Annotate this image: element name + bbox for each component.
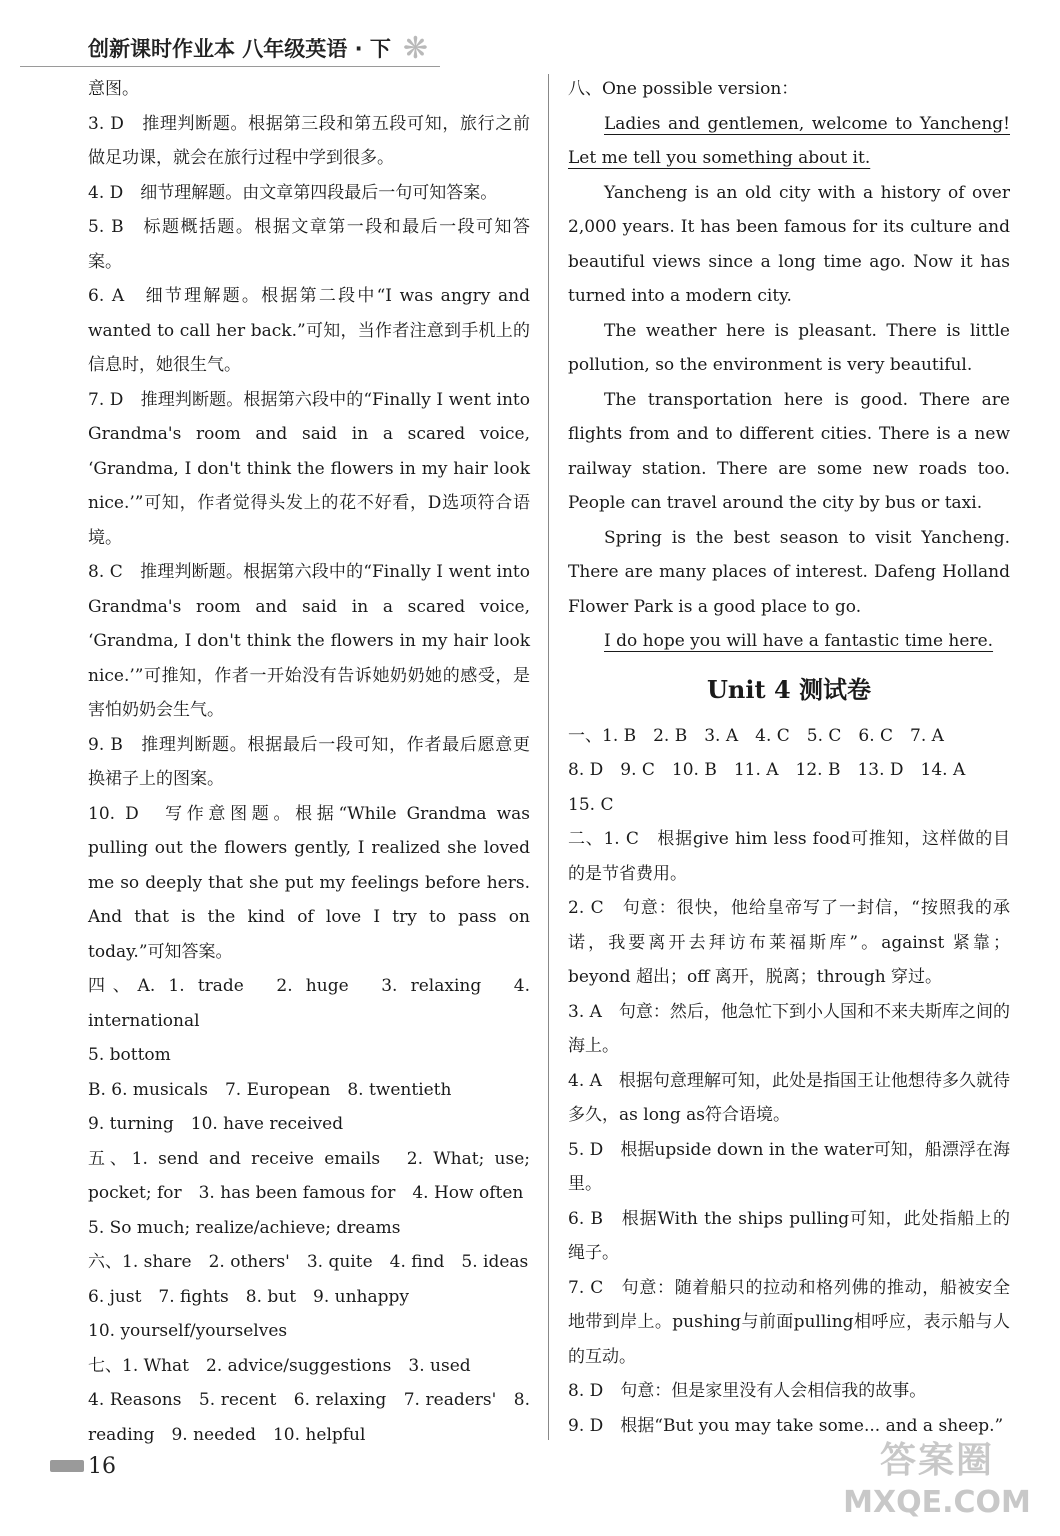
essay-paragraph: The weather here is pleasant. There is little pollution, so the environment is very beautiful.	[568, 320, 1010, 375]
answer-item: 9. D 根据“But you may take some... and a sheep.”	[568, 1415, 1004, 1436]
answer-item: 6. B 根据With the ships pulling可知，此处指船上的绳子。	[568, 1208, 1010, 1263]
page-number-text: 16	[88, 1453, 116, 1479]
unit-title: Unit 4 测试卷	[707, 674, 871, 704]
answer-item: 4. D 细节理解题。由文章第四段最后一句可知答案。	[88, 182, 498, 203]
book-title: 创新课时作业本 八年级英语 · 下	[88, 37, 391, 61]
running-header	[88, 28, 428, 68]
answer-item: 5. B 标题概括题。根据文章第一段和最后一段可知答案。	[88, 217, 530, 272]
answer-item: 3. D 推理判断题。根据第三段和第五段可知，旅行之前做足功课，就会在旅行过程中学到很多。	[88, 113, 530, 168]
column-divider	[548, 74, 549, 1440]
essay-paragraph: The transportation here is good. There are flights from and to different cities. There is a new railway station. There are some new roads too. People can travel around the city by bus or taxi.	[568, 389, 1010, 513]
watermark-text: 答案圈	[879, 1440, 994, 1481]
header-rule	[20, 66, 440, 67]
answer-item: 9. turning 10. have received	[88, 1114, 344, 1134]
page-number	[50, 1452, 116, 1480]
answer-item: 一、1. B 2. B 3. A 4. C 5. C 6. C 7. A	[568, 725, 944, 746]
answer-item: 7. D 推理判断题。根据第六段中的“Finally I went into Grandma's room and said in a scared voice, ‘Grandma, I don't think the flowers in my hair look nice.’”可知，作者觉得头发上的花不好看，D选项符合语境。	[88, 389, 530, 548]
answer-item: 七、1. What 2. advice/suggestions 3. used	[88, 1355, 471, 1376]
answer-item: 9. B 推理判断题。根据最后一段可知，作者最后愿意更换裙子上的图案。	[88, 734, 530, 789]
answer-item: 四、A. 1. trade 2. huge 3. relaxing 4. international	[88, 976, 530, 1031]
essay-closing: I do hope you will have a fantastic time here.	[604, 631, 994, 651]
answer-item: 10. yourself/yourselves	[88, 1321, 288, 1341]
answer-item: B. 6. musicals 7. European 8. twentieth	[88, 1079, 452, 1100]
essay-opening: Ladies and gentlemen, welcome to Yancheng! Let me tell you something about it.	[568, 113, 1010, 168]
left-column	[88, 72, 530, 1452]
answer-item: 5. bottom	[88, 1045, 171, 1065]
page-marker-icon	[50, 1460, 84, 1472]
essay-paragraph: Spring is the best season to visit Yancheng. There are many places of interest. Dafeng Holland Flower Park is a good place to go.	[568, 527, 1010, 617]
answer-item: 二、1. C 根据give him less food可推知，这样做的目的是节省费用。	[568, 829, 1010, 884]
answer-item: 2. C 句意：很快，他给皇帝写了一封信，“按照我的承诺，我要离开去拜访布莱福斯库”。against 紧靠；beyond 超出；off 离开，脱离；through 穿过。	[568, 898, 1010, 987]
answer-item: 意图。	[88, 79, 139, 99]
answer-item: 六、1. share 2. others' 3. quite 4. find 5. ideas	[88, 1252, 529, 1272]
right-column	[568, 72, 1010, 1443]
answer-item: 6. just 7. fights 8. but 9. unhappy	[88, 1286, 410, 1307]
answer-item: 五、1. send and receive emails 2. What; use; pocket; for 3. has been famous for 4. How often	[88, 1148, 530, 1203]
answer-item: 8. D 句意：但是家里没有人会相信我的故事。	[568, 1381, 927, 1401]
answer-item: 4. A 根据句意理解可知，此处是指国王让他想待多久就待多久，as long as符合语境。	[568, 1070, 1010, 1125]
flower-icon: ❋	[402, 30, 429, 66]
answer-item: 8. C 推理判断题。根据第六段中的“Finally I went into Grandma's room and said in a scared voice, ‘Grandma, I don't think the flowers in my hair look nice.’”可推知，作者一开始没有告诉她奶奶她的感受，是害怕奶奶会生气。	[88, 562, 530, 720]
answer-item: 8. D 9. C 10. B 11. A 12. B 13. D 14. A	[568, 760, 966, 780]
answer-item: 5. D 根据upside down in the water可知，船漂浮在海里。	[568, 1139, 1010, 1194]
answer-item: 7. C 句意：随着船只的拉动和格列佛的推动，船被安全地带到岸上。pushing与前面pulling相呼应，表示船与人的互动。	[568, 1277, 1010, 1367]
watermark-domain: MXQE.COM	[843, 1485, 1031, 1520]
section-label: 八、One possible version：	[568, 79, 799, 99]
answer-item: 15. C	[568, 794, 614, 815]
answer-item: 10. D 写作意图题。根据“While Grandma was pulling out the flowers gently, I realized she loved me so deeply that she put my feelings before hers. And that is the kind of love I try to pass on today.”可知答案。	[88, 803, 530, 962]
answer-item: 3. A 句意：然后，他急忙下到小人国和不来夫斯库之间的海上。	[568, 1001, 1010, 1056]
answer-item: 4. Reasons 5. recent 6. relaxing 7. readers' 8. reading 9. needed 10. helpful	[88, 1390, 530, 1445]
answer-item: 6. A 细节理解题。根据第二段中“I was angry and wanted to call her back.”可知，当作者注意到手机上的信息时，她很生气。	[88, 286, 530, 375]
answer-item: 5. So much; realize/achieve; dreams	[88, 1217, 401, 1238]
essay-paragraph: Yancheng is an old city with a history of over 2,000 years. It has been famous for its culture and beautiful views since a long time ago. Now it has turned into a modern city.	[568, 182, 1010, 306]
watermark-logo	[832, 1440, 1042, 1532]
